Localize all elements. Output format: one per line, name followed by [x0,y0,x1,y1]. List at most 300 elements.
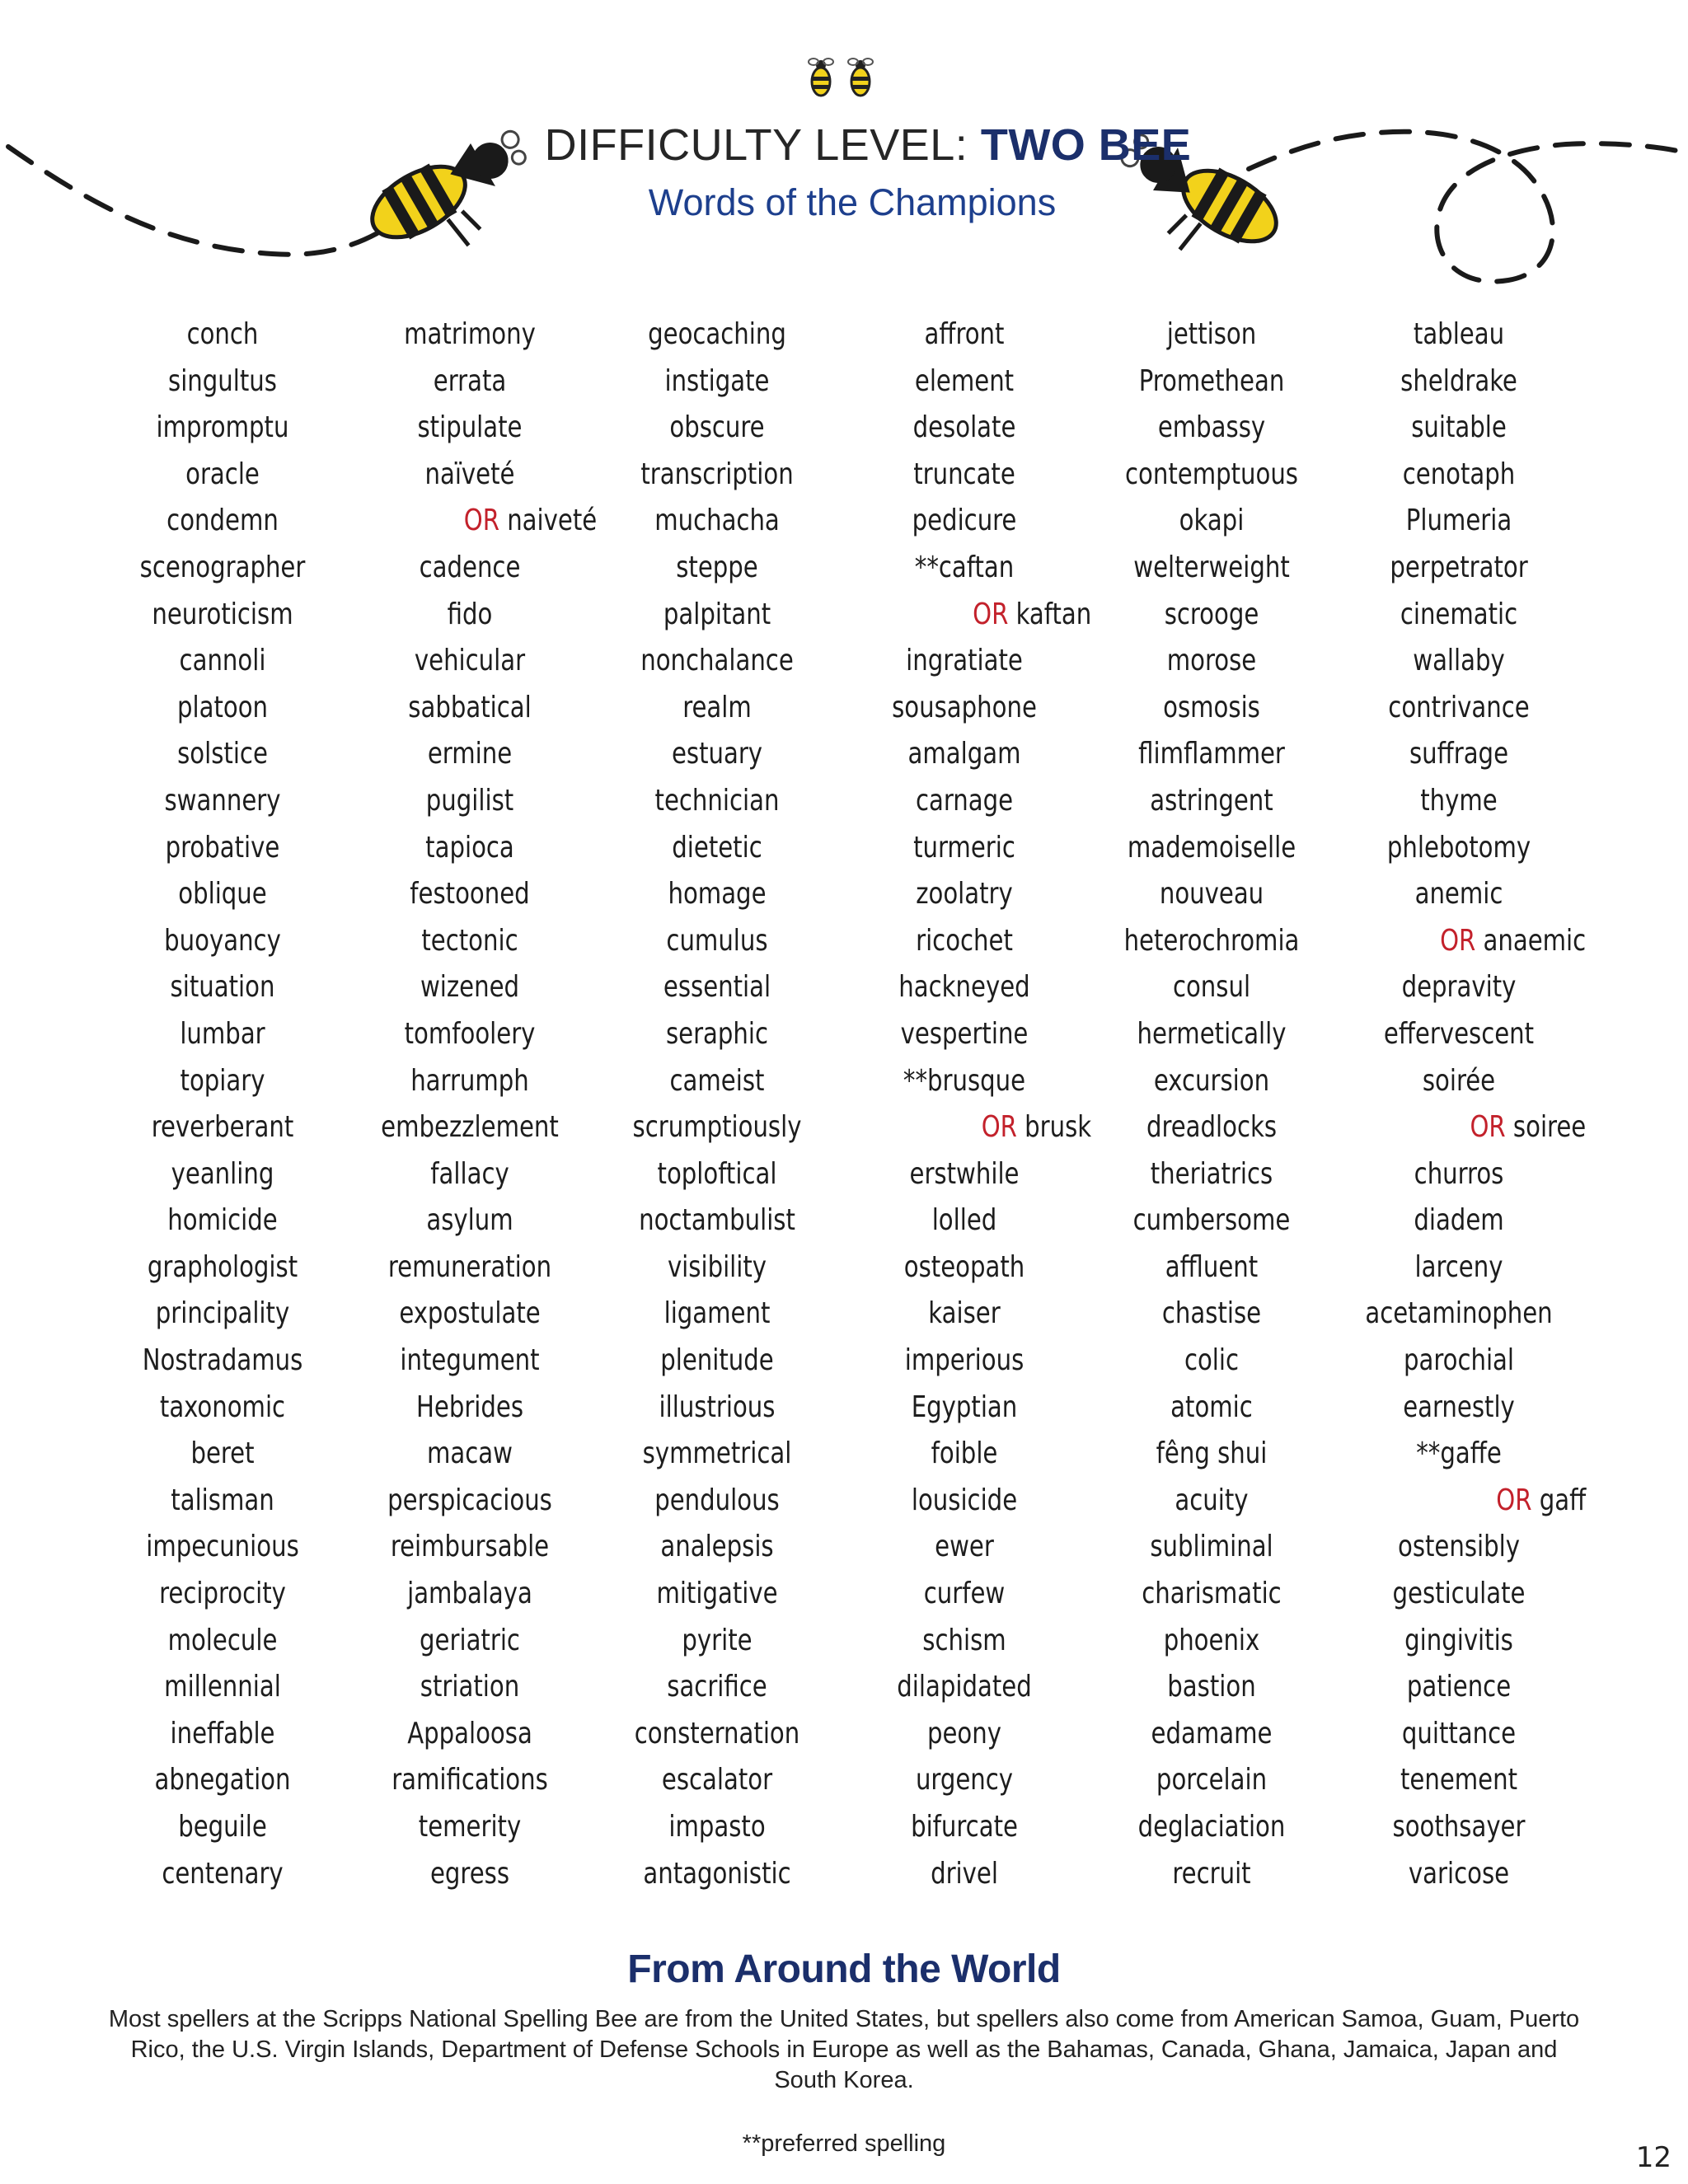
word-text: naiveté [499,504,598,538]
word-item [842,1571,1087,1618]
word-text: Promethean [1138,363,1285,398]
word-text: bastion [1167,1670,1256,1704]
word-item [842,1851,1087,1898]
word-item [1337,1244,1582,1291]
word-item [101,1197,345,1244]
word-text: affront [924,317,1005,351]
word-item [1337,359,1582,405]
word-text: foible [931,1436,998,1471]
word-text: palpitant [663,597,771,631]
word-text: situation [170,970,275,1005]
word-item [595,825,840,872]
word-item [348,1664,593,1711]
word-item [842,1524,1087,1571]
word-text: taxonomic [159,1390,286,1424]
word-text: pugilist [425,783,514,818]
word-text: beguile [178,1810,267,1844]
word-item [101,1338,345,1385]
word-item [595,1571,840,1618]
word-text: tapioca [425,830,514,865]
word-text: earnestly [1403,1390,1515,1424]
word-item [1337,778,1582,825]
word-text: impromptu [156,410,289,445]
word-item [348,405,593,452]
or-label: OR [1496,1483,1532,1517]
word-text: suffrage [1409,737,1509,771]
word-item [1090,312,1334,359]
word-item [348,918,593,965]
word-text: patience [1406,1670,1512,1704]
word-text: instigate [664,363,770,398]
word-text: astringent [1150,783,1273,818]
alternate-spelling [856,1104,1100,1151]
word-column-2 [334,312,606,1897]
word-item [348,452,593,499]
word-item [1090,964,1334,1011]
word-item [595,359,840,405]
word-text: millennial [164,1670,281,1704]
word-column-3 [581,312,853,1897]
word-text: errata [433,363,507,398]
word-text: harrumph [410,1063,529,1098]
word-text: principality [155,1296,290,1331]
word-item [1337,1385,1582,1432]
title-prefix: DIFFICULTY LEVEL: [544,120,981,170]
word-text: pedicure [912,504,1017,538]
word-item [101,1711,345,1758]
word-item [595,1851,840,1898]
word-item [348,1104,593,1151]
word-item [842,452,1087,499]
word-item [1337,312,1582,359]
word-item [1090,731,1334,778]
word-text: consul [1172,970,1251,1005]
word-text: larceny [1414,1249,1503,1284]
word-item [842,1757,1087,1804]
word-text: ramifications [392,1763,548,1797]
word-text: talisman [171,1483,274,1517]
word-item [595,1011,840,1058]
word-text: effervescent [1383,1016,1535,1051]
word-item [101,312,345,359]
word-text: asylum [426,1203,513,1238]
word-text: kaftan [1008,597,1092,631]
word-item [101,964,345,1011]
word-item [1337,825,1582,872]
word-item [348,545,593,592]
alternate-spelling [1350,918,1595,965]
word-item [1337,871,1582,918]
footer-heading: From Around the World [627,1947,1061,1991]
word-text: embezzlement [381,1110,559,1145]
word-item [842,778,1087,825]
word-item [348,312,593,359]
word-text: illustrious [659,1390,776,1424]
word-item [842,638,1087,685]
word-item [1090,1851,1334,1898]
word-text: element [914,363,1015,398]
word-text: osteopath [903,1249,1025,1284]
title-container [0,120,1688,171]
word-text: peony [926,1716,1001,1750]
word-item [1090,685,1334,732]
word-item [1337,1197,1582,1244]
word-text: ricochet [916,923,1013,958]
word-text: naïveté [424,457,515,491]
word-text: tomfoolery [404,1016,536,1051]
word-column-1 [87,312,359,1897]
word-item [595,1058,840,1105]
word-item [1090,1058,1334,1105]
word-item [101,452,345,499]
word-text: wallaby [1413,644,1505,678]
word-text: anemic [1414,877,1503,912]
word-item [101,1104,345,1151]
word-text: suitable [1411,410,1507,445]
word-text: noctambulist [639,1203,795,1238]
word-item [348,1571,593,1618]
word-text: ingratiate [906,644,1023,678]
word-text: ostensibly [1397,1530,1520,1564]
word-item [842,871,1087,918]
word-text: lumbar [180,1016,265,1051]
word-item [1090,1338,1334,1385]
word-text: molecule [167,1623,278,1657]
word-item [1337,592,1582,639]
word-item [595,1431,840,1478]
word-item [595,731,840,778]
word-text: subliminal [1150,1530,1273,1564]
word-text: oblique [178,877,267,912]
word-text: remuneration [387,1249,552,1284]
word-text: technician [654,783,780,818]
word-text: impasto [668,1810,766,1844]
word-item [595,685,840,732]
word-item [595,592,840,639]
word-item [595,1711,840,1758]
word-text: hermetically [1137,1016,1287,1051]
word-text: abnegation [154,1763,291,1797]
word-item [842,964,1087,1011]
word-item [101,1011,345,1058]
word-text: quittance [1401,1716,1517,1750]
word-text: expostulate [399,1296,541,1331]
word-text: atomic [1170,1390,1253,1424]
word-item [1090,405,1334,452]
word-item [101,498,345,545]
word-item [842,1291,1087,1338]
word-text: brusk [1016,1110,1092,1145]
word-item [348,1244,593,1291]
word-text: cameist [669,1063,765,1098]
word-item [595,1338,840,1385]
word-item [595,1618,840,1665]
word-text: jettison [1166,317,1257,351]
word-item [1090,638,1334,685]
alternate-spelling [1350,1104,1595,1151]
word-item [101,1571,345,1618]
word-text: plenitude [660,1343,774,1378]
word-text: graphologist [147,1249,298,1284]
word-text: affluent [1165,1249,1259,1284]
word-item [1090,1804,1334,1851]
word-item [1337,1757,1582,1804]
word-item [1090,592,1334,639]
word-text: ligament [663,1296,771,1331]
word-text: theriatrics [1150,1156,1273,1191]
word-item [595,871,840,918]
word-text: mademoiselle [1127,830,1296,865]
word-item [842,1011,1087,1058]
word-text: homage [668,877,767,912]
word-text: morose [1166,644,1257,678]
word-text: ineffable [170,1716,275,1750]
word-text: tectonic [421,923,518,958]
word-item [101,918,345,965]
word-item [348,1291,593,1338]
word-text: condemn [166,504,279,538]
word-text: diadem [1414,1203,1504,1238]
word-item [595,405,840,452]
word-item [842,918,1087,965]
word-item [842,1804,1087,1851]
word-text: acuity [1175,1483,1249,1517]
word-text: zoolatry [916,877,1013,912]
word-item [1090,825,1334,872]
word-item [1337,1524,1582,1571]
word-text: Egyptian [911,1390,1018,1424]
word-text: conch [186,317,259,351]
word-text: ewer [935,1530,994,1564]
word-item [101,359,345,405]
word-item [1090,1757,1334,1804]
word-item [842,1385,1087,1432]
word-text: urgency [915,1763,1014,1797]
word-text: scenographer [139,550,306,584]
word-text: steppe [676,550,758,584]
word-text: carnage [915,783,1014,818]
word-text: excursion [1153,1063,1270,1098]
word-item [348,1478,593,1525]
word-text: geriatric [420,1623,520,1657]
word-item [595,452,840,499]
word-item [348,1011,593,1058]
word-item [595,1524,840,1571]
word-item [348,825,593,872]
word-item [1337,964,1582,1011]
word-item [101,405,345,452]
word-text: cumulus [666,923,768,958]
word-text: flimflammer [1138,737,1285,771]
word-item [348,685,593,732]
word-item [1090,545,1334,592]
footnote: **preferred spelling [742,2130,946,2157]
word-item [842,1244,1087,1291]
word-text: matrimony [404,317,536,351]
word-column-5 [1076,312,1348,1897]
word-text: scrumptiously [632,1110,802,1145]
word-text: vehicular [414,644,526,678]
word-text: **gaffe [1416,1436,1502,1471]
word-text: singultus [168,363,277,398]
word-item [101,1851,345,1898]
word-item [101,1058,345,1105]
word-text: escalator [661,1763,773,1797]
word-item [348,359,593,405]
word-item [842,1338,1087,1385]
word-item [101,1431,345,1478]
word-item [842,1711,1087,1758]
word-item [595,638,840,685]
page-subtitle: Words of the Champions [648,181,1057,223]
word-item [595,918,840,965]
word-text: impecunious [146,1530,299,1564]
word-text: fêng shui [1156,1436,1268,1471]
word-text: contemptuous [1124,457,1299,491]
word-text: curfew [923,1577,1006,1611]
word-text: pyrite [682,1623,753,1657]
word-text: soirée [1422,1063,1496,1098]
word-item [101,685,345,732]
word-item [1090,918,1334,965]
word-item [348,1851,593,1898]
word-text: neuroticism [152,597,293,631]
word-text: stipulate [417,410,523,445]
word-text: soothsayer [1392,1810,1526,1844]
word-text: Appaloosa [407,1716,532,1750]
word-text: probative [165,830,280,865]
word-text: estuary [671,737,763,771]
word-item [1337,1804,1582,1851]
word-item [595,312,840,359]
word-text: colic [1184,1343,1240,1378]
word-item [101,1151,345,1198]
word-text: symmetrical [642,1436,792,1471]
word-item [101,1244,345,1291]
word-text: perpetrator [1390,550,1528,584]
word-text: cinematic [1400,597,1518,631]
word-text: heterochromia [1123,923,1300,958]
word-text: amalgam [907,737,1021,771]
word-text: churros [1414,1156,1504,1191]
word-text: essential [663,970,771,1005]
word-item [1090,1524,1334,1571]
word-text: Plumeria [1405,504,1512,538]
word-item [348,592,593,639]
or-label: OR [973,597,1009,631]
word-text: recruit [1172,1856,1251,1891]
word-item [1090,498,1334,545]
word-item [348,1757,593,1804]
word-item [1337,1711,1582,1758]
word-text: Hebrides [415,1390,524,1424]
footer-paragraph: Most spellers at the Scripps National Spelling Bee are from the United States, but spellers also come from American Samoa, Guam, Puerto Rico, the U.S. Virgin Islands, Department of Defense Schools in Europe as well as the Bahamas, Canada, Ghana, Jamaica, Japan and South Korea. [108,2006,1580,2093]
word-item [1090,1664,1334,1711]
word-item [101,1478,345,1525]
word-item [101,778,345,825]
word-item [1090,1104,1334,1151]
word-item [101,1618,345,1665]
word-item [842,1431,1087,1478]
word-text: acetaminophen [1365,1296,1553,1331]
word-text: osmosis [1163,690,1260,724]
word-text: buoyancy [164,923,281,958]
word-item [842,1478,1087,1525]
word-item [101,1804,345,1851]
word-text: sacrifice [667,1670,767,1704]
difficulty-level: TWO BEE [980,120,1192,170]
word-item [595,1385,840,1432]
word-item [595,1804,840,1851]
word-item [348,1338,593,1385]
word-text: reimbursable [390,1530,550,1564]
word-text: sousaphone [892,690,1037,724]
word-item [842,731,1087,778]
word-item [348,1804,593,1851]
word-text: visibility [667,1249,767,1284]
word-item [348,871,593,918]
word-text: tenement [1400,1763,1518,1797]
word-text: **brusque [903,1063,1026,1098]
word-item [101,1385,345,1432]
word-text: okapi [1179,504,1245,538]
word-text: schism [922,1623,1006,1657]
word-item [348,638,593,685]
word-item [842,1664,1087,1711]
word-item [348,778,593,825]
word-text: reverberant [151,1110,294,1145]
word-item [595,1104,840,1151]
word-item [842,825,1087,872]
word-text: edamame [1151,1716,1273,1750]
word-text: macaw [426,1436,513,1471]
word-text: platoon [176,690,269,724]
word-item [101,871,345,918]
word-item [842,405,1087,452]
word-text: yeanling [171,1156,274,1191]
word-text: pendulous [654,1483,780,1517]
word-text: embassy [1157,410,1266,445]
or-label: OR [463,504,499,538]
word-text: swannery [164,783,281,818]
word-text: phoenix [1163,1623,1260,1657]
word-text: temerity [418,1810,522,1844]
word-item [348,1058,593,1105]
word-text: reciprocity [159,1577,286,1611]
word-text: oracle [185,457,260,491]
word-item [595,545,840,592]
word-item [348,731,593,778]
word-item [595,964,840,1011]
word-text: toploftical [657,1156,777,1191]
word-item [1337,1431,1582,1478]
word-text: chastise [1161,1296,1262,1331]
word-item [1337,1058,1582,1105]
word-text: cumbersome [1132,1203,1291,1238]
word-item [1337,405,1582,452]
word-text: **caftan [914,550,1015,584]
word-text: gesticulate [1392,1577,1526,1611]
word-text: charismatic [1142,1577,1282,1611]
alternate-spelling [1350,1478,1595,1525]
word-text: dreadlocks [1146,1110,1278,1145]
word-text: muchacha [654,504,780,538]
word-text: cadence [419,550,521,584]
page-title [497,120,1192,171]
word-text: realm [682,690,752,724]
word-text: perspicacious [387,1483,552,1517]
word-text: mitigative [656,1577,778,1611]
